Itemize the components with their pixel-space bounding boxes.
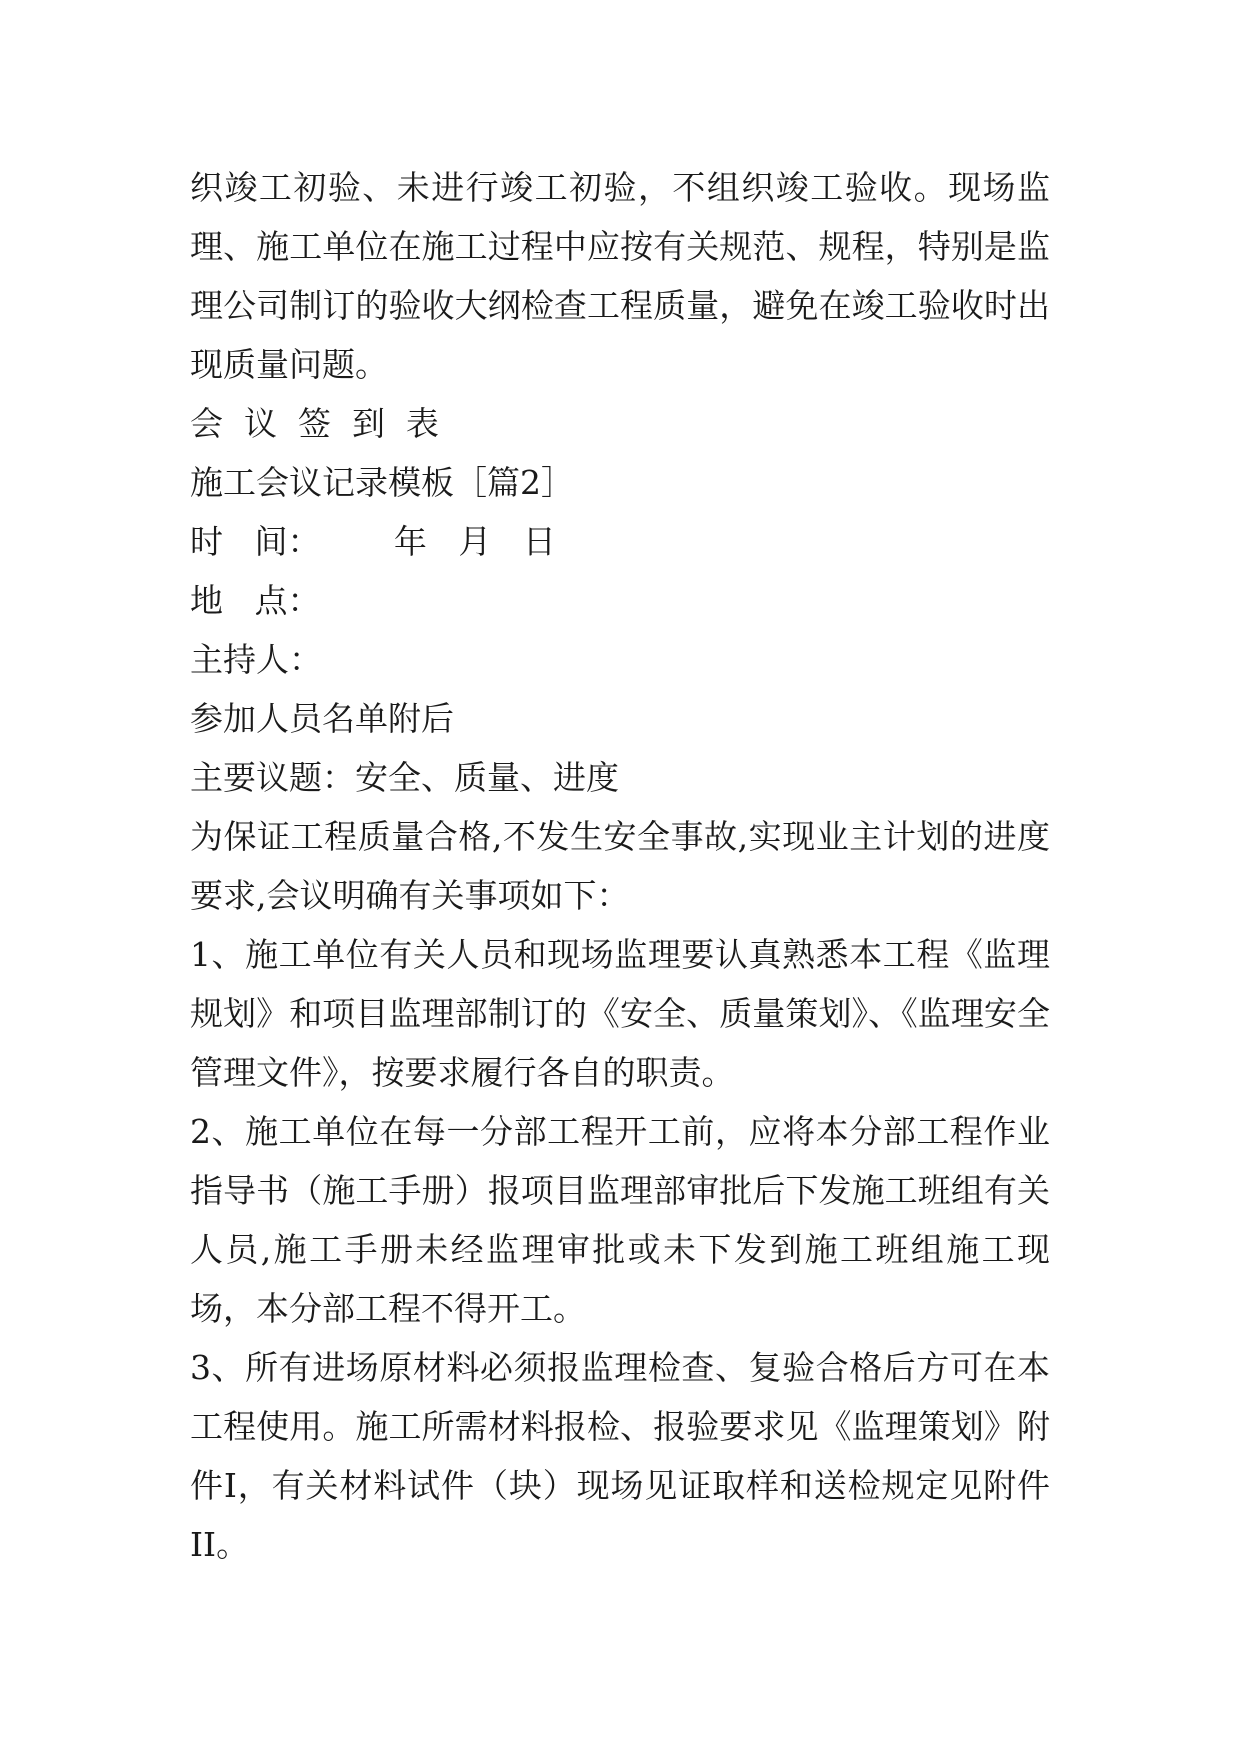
item-2-paragraph: 2、施工单位在每一分部工程开工前，应将本分部工程作业指导书（施工手册）报项目监理部审批后下发施工班组有关人员,施工手册未经监理审批或未下发到施工班组施工现场，本分部工程不得开工。 <box>190 1112 1050 1328</box>
meeting-location-field: 地 点： <box>190 581 321 620</box>
meeting-time-field: 时 间： 年 月 日 <box>190 522 556 561</box>
main-topics: 主要议题：安全、质量、进度 <box>190 758 619 797</box>
item-1-paragraph: 1、施工单位有关人员和现场监理要认真熟悉本工程《监理规划》和项目监理部制订的《安全、质量策划》、《监理安全管理文件》，按要求履行各自的职责。 <box>190 935 1050 1092</box>
attendees-note: 参加人员名单附后 <box>190 699 454 738</box>
item-3-paragraph: 3、所有进场原材料必须报监理检查、复验合格后方可在本工程使用。施工所需材料报检、报验要求见《监理策划》附件I，有关材料试件（块）现场见证取样和送检规定见附件II。 <box>190 1348 1050 1564</box>
sign-in-sheet-heading: 会 议 签 到 表 <box>190 404 439 443</box>
meeting-intro-paragraph: 为保证工程质量合格,不发生安全事故,实现业主计划的进度要求,会议明确有关事项如下： <box>190 817 1050 915</box>
paragraph-continuation: 织竣工初验、未进行竣工初验，不组织竣工验收。现场监理、施工单位在施工过程中应按有关规范、规程，特别是监理公司制订的验收大纲检查工程质量，避免在竣工验收时出现质量问题。 <box>190 168 1050 384</box>
meeting-host-field: 主持人： <box>190 640 322 679</box>
document-body <box>190 158 1050 1574</box>
template-title: 施工会议记录模板［篇2］ <box>190 463 574 502</box>
